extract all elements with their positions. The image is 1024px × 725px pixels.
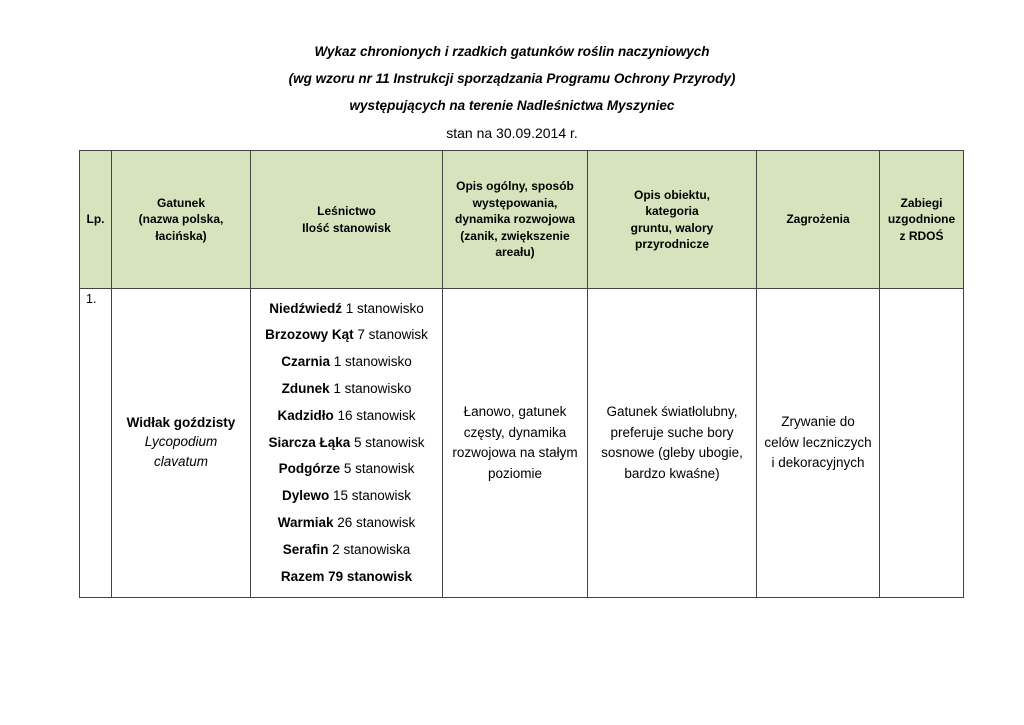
opis-ogolny-line: częsty, dynamika [463, 424, 567, 440]
header-gatunek-line: (nazwa polska, [138, 212, 224, 227]
table-row [80, 289, 964, 598]
site-count: 2 stanowiska [332, 541, 411, 557]
site-name: Zdunek [281, 381, 330, 396]
opis-ogolny-line: poziomie [487, 465, 543, 481]
document-title: Wykaz chronionych i rzadkich gatunków roślin naczyniowych [314, 44, 710, 59]
header-lp [80, 151, 112, 289]
header-zabiegi-line: uzgodnione [887, 212, 956, 227]
site-name: Dylewo [281, 488, 330, 504]
site-count: 1 stanowisko [333, 354, 412, 370]
site-item [251, 510, 442, 537]
header-opis-ogolny-line: występowania, [472, 195, 558, 210]
site-name: Podgórze [278, 461, 341, 477]
site-total [251, 564, 442, 591]
header-zabiegi-line: Zabiegi [900, 195, 943, 210]
zagrozenia-line: i dekoracyjnych [771, 455, 865, 471]
header-lp-label: Lp. [86, 212, 105, 227]
site-count: 16 stanowisk [337, 407, 416, 423]
zagrozenia-line: celów leczniczych [764, 434, 872, 450]
document-subtitle-region: występujących na terenie Nadleśnictwa Myszyniec [349, 98, 675, 113]
site-count: 5 stanowisk [354, 434, 425, 450]
site-item [251, 403, 442, 430]
cell-zabiegi [880, 289, 964, 598]
document-subtitle: (wg wzoru nr 11 Instrukcji sporządzania Programu Ochrony Przyrody) [288, 71, 736, 86]
cell-opis-obiektu [588, 289, 757, 598]
header-opis-ogolny-line: dynamika rozwojowa [454, 212, 576, 227]
site-name: Kadzidło [277, 407, 334, 423]
site-item [251, 376, 442, 403]
cell-zagrozenia [757, 289, 880, 598]
site-name: Czarnia [281, 354, 330, 370]
header-gatunek-line: łacińska) [155, 228, 207, 243]
zagrozenia-line: Zrywanie do [781, 414, 855, 430]
header-opis-obiektu-line: przyrodnicze [634, 237, 709, 251]
site-item [251, 456, 442, 483]
row-number: 1. [86, 292, 97, 306]
header-zabiegi [880, 151, 964, 289]
document-date: stan na 30.09.2014 r. [446, 125, 578, 141]
site-item [251, 483, 442, 510]
site-count: 1 stanowisko [333, 381, 412, 396]
header-opis-obiektu [588, 151, 757, 289]
header-opis-ogolny [443, 151, 588, 289]
opis-ogolny-line: Łanowo, gatunek [463, 404, 567, 419]
species-polish-name: Widłak goździsty [126, 415, 236, 430]
opis-obiektu-line: Gatunek światłolubny, [606, 404, 738, 419]
cell-lp [80, 289, 112, 598]
site-name: Niedźwiedź [269, 300, 342, 316]
site-count: 26 stanowisk [337, 514, 416, 530]
header-lesnictwo [251, 151, 443, 289]
header-opis-ogolny-line: (zanik, zwiększenie [460, 228, 570, 243]
site-count: 7 stanowisk [357, 327, 428, 343]
header-lesnictwo-line: Ilość stanowisk [302, 220, 391, 235]
species-latin-name-line: clavatum [153, 454, 209, 469]
site-item [251, 430, 442, 457]
header-gatunek [112, 151, 251, 289]
site-name: Siarcza Łąka [268, 434, 351, 450]
cell-opis-ogolny [443, 289, 588, 598]
site-item [251, 537, 442, 564]
site-name: Warmiak [277, 514, 334, 530]
opis-obiektu-line: preferuje suche bory [610, 424, 734, 440]
header-gatunek-line: Gatunek [156, 195, 205, 210]
opis-obiektu-line: sosnowe (gleby ubogie, [601, 445, 743, 460]
cell-sites [251, 289, 443, 598]
site-item [251, 349, 442, 376]
opis-ogolny-line: rozwojowa na stałym [452, 445, 578, 460]
site-list [251, 296, 442, 591]
cell-species [112, 289, 251, 598]
site-item [251, 322, 442, 349]
site-total-label: Razem 79 stanowisk [280, 568, 413, 584]
species-latin-name-line: Lycopodium [144, 434, 218, 449]
header-zabiegi-line: z RDOŚ [899, 228, 944, 243]
site-name: Serafin [282, 541, 329, 557]
header-opis-ogolny-line: areału) [495, 245, 535, 260]
site-count: 15 stanowisk [332, 488, 412, 504]
header-zagrozenia-line: Zagrożenia [786, 212, 850, 227]
header-lesnictwo-line: Leśnictwo [317, 204, 376, 218]
header-opis-ogolny-line: Opis ogólny, sposób [456, 179, 574, 194]
opis-obiektu-line: bardzo kwaśne) [624, 465, 720, 481]
header-opis-obiektu-line: Opis obiektu, [633, 187, 710, 202]
site-name: Brzozowy Kąt [265, 327, 354, 343]
site-count: 5 stanowisk [343, 461, 415, 477]
header-zagrozenia [757, 151, 880, 289]
site-count: 1 stanowisko [345, 300, 424, 316]
header-opis-obiektu-line: gruntu, walory [630, 220, 714, 235]
header-opis-obiektu-line: kategoria [645, 204, 699, 218]
site-item [251, 296, 442, 323]
table-header-row [80, 151, 964, 289]
species-table [79, 150, 964, 598]
